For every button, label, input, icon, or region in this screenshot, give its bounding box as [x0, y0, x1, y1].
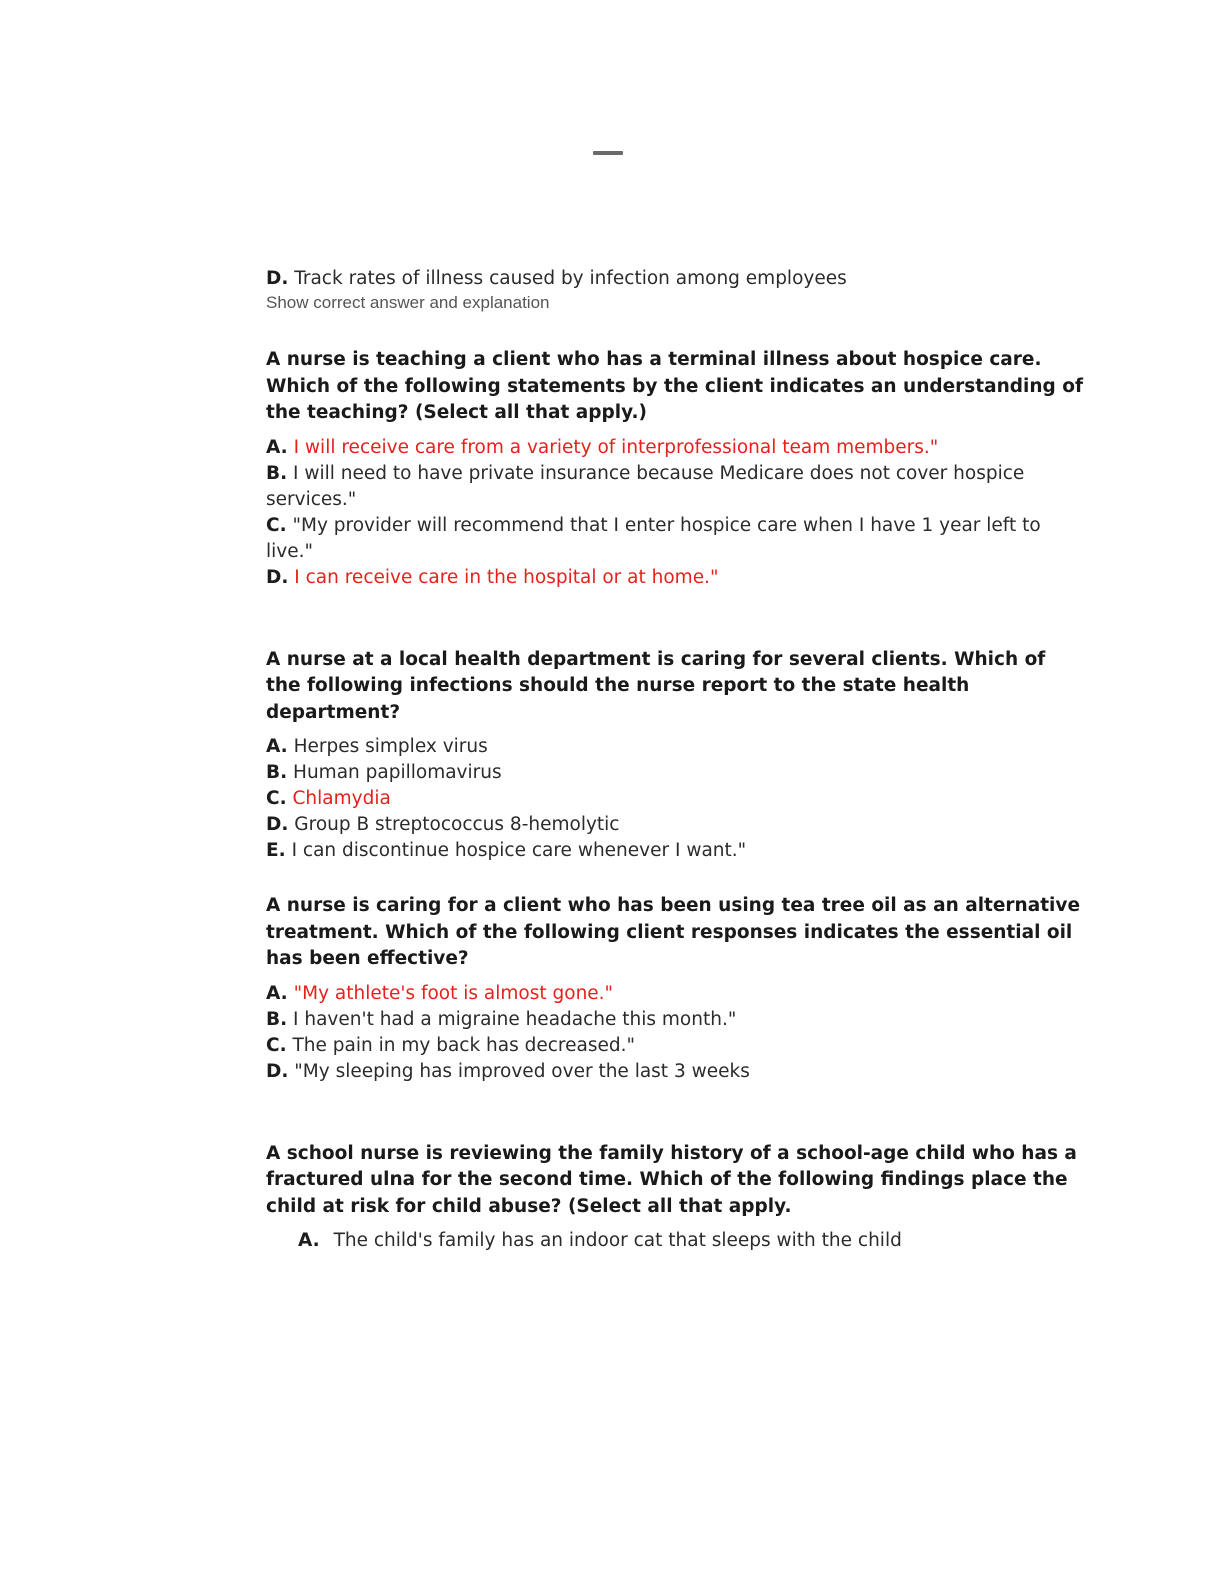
- q2-option-b: B. Human papillomavirus: [266, 762, 502, 783]
- question-3-text: A nurse is caring for a client who has been using tea tree oil as an alternative treatment. Which of the following client responses indicates the essential oil has been effective?: [266, 895, 1080, 969]
- show-answer-link[interactable]: Show correct answer and explanation: [266, 293, 550, 312]
- q3-option-b: B. I haven't had a migraine headache this month.": [266, 1008, 737, 1030]
- question-2-text: A nurse at a local health department is caring for several clients. Which of the following infections should the nurse report to the state health department?: [266, 648, 1046, 723]
- q3-option-a: A. "My athlete's foot is almost gone.": [266, 982, 614, 1004]
- header-logo-mark: [593, 151, 623, 155]
- q3-option-d: D. "My sleeping has improved over the last 3 weeks: [266, 1060, 750, 1082]
- question-4-text: A school nurse is reviewing the family history of a school-age child who has a fractured ulna for the second time. Which of the following findings place the child at risk for child abuse? (Select all that apply.: [266, 1142, 1077, 1217]
- q2-option-e: E. I can discontinue hospice care whenever I want.": [266, 840, 747, 861]
- q1-option-a: A. I will receive care from a variety of interprofessional team members.": [266, 436, 939, 458]
- question-1-text: A nurse is teaching a client who has a terminal illness about hospice care. Which of the following statements by the client indicates an understanding of the teaching? (Select all that apply.): [266, 349, 1083, 423]
- document-body: [266, 266, 1086, 1254]
- q2-option-c: C. Chlamydia: [266, 788, 391, 809]
- q3-option-c: C. The pain in my back has decreased.": [266, 1034, 636, 1056]
- q2-option-a: A. Herpes simplex virus: [266, 736, 488, 757]
- q1-option-b: B. I will need to have private insurance because Medicare does not cover hospice services.": [266, 462, 1025, 510]
- q4-option-a: A. The child's family has an indoor cat that sleeps with the child: [298, 1230, 902, 1251]
- q2-option-d: D. Group B streptococcus 8-hemolytic: [266, 814, 620, 835]
- q1-option-d: D. I can receive care in the hospital or at home.": [266, 566, 719, 588]
- q1-option-c: C. "My provider will recommend that I enter hospice care when I have 1 year left to live.": [266, 514, 1041, 562]
- prev-option-d: D. Track rates of illness caused by infection among employees: [266, 268, 847, 289]
